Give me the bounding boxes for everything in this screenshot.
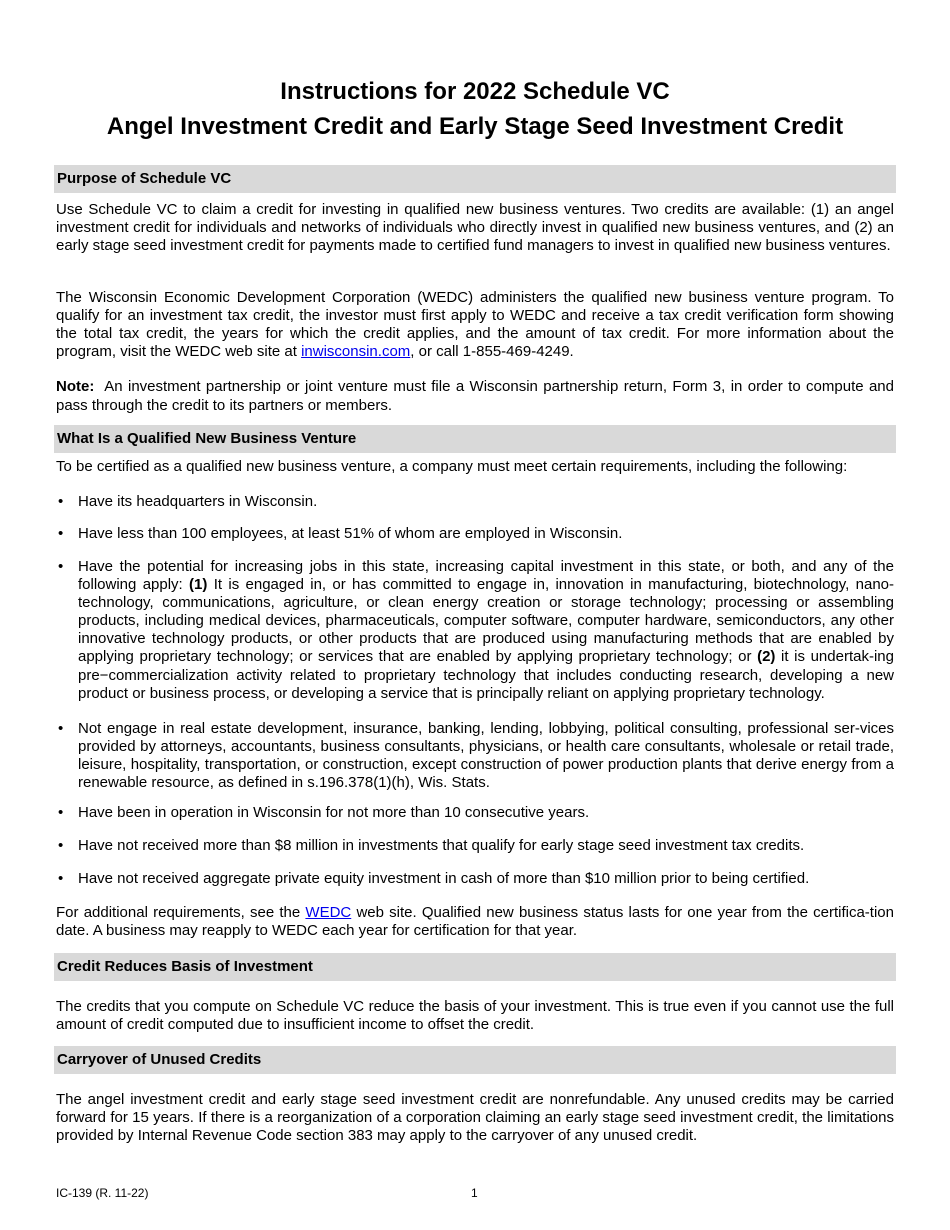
list-item bbox=[56, 720, 894, 792]
page-number: 1 bbox=[471, 1186, 478, 1200]
bullet-icon: • bbox=[58, 804, 64, 821]
text: The Wisconsin Economic Development Corporation (WEDC) administers the qualified new business venture program. To qualify for an investment tax credit, the investor must first apply to WEDC and receive a tax credit verification form showing the total tax credit, the years for which the credit applies, and the amount of tax credit. For more information about the program, visit the WEDC web site at bbox=[56, 289, 894, 360]
qualified-outro bbox=[56, 904, 894, 940]
bullet-icon: • bbox=[58, 558, 64, 575]
form-id: IC-139 (R. 11-22) bbox=[56, 1186, 149, 1200]
wedc-link[interactable]: WEDC bbox=[305, 904, 352, 921]
bullet-icon: • bbox=[58, 870, 64, 887]
bullet-icon: • bbox=[58, 720, 64, 737]
list-item-text: Have its headquarters in Wisconsin. bbox=[78, 493, 318, 510]
list-item-text: Have been in operation in Wisconsin for not more than 10 consecutive years. bbox=[78, 804, 590, 821]
section-heading-carryover: Carryover of Unused Credits bbox=[54, 1046, 896, 1074]
basis-paragraph: The credits that you compute on Schedule VC reduce the basis of your investment. This is true even if you cannot use the full amount of credit computed due to insufficient income to offset the credit. bbox=[56, 998, 894, 1033]
carryover-paragraph: The angel investment credit and early stage seed investment credit are nonrefundable. Any unused credits may be carried forward for 15 years. If there is a reorganization of a corporation claiming an early stage seed investment credit, the limitations provided by Internal Revenue Code section 383 may apply to the carryover of any unused credit. bbox=[56, 1091, 894, 1144]
text: (1) bbox=[189, 576, 208, 594]
list-item-text: Not engage in real estate development, insurance, banking, lending, lobbying, political consulting, professional ser-vices provided by attorneys, accountants, business consultants, physicians, or health care consultants, wholesale or retail trade, leisure, hospitality, transportation, or construction, except construction of power production plants that derive energy from a renewable resource, as defined in s.196.378(1)(h), Wis. Stats. bbox=[78, 720, 894, 792]
note-text: An investment partnership or joint venture must file a Wisconsin partnership return, Form 3, in order to compute and pass through the credit to its partners or members. bbox=[56, 378, 899, 414]
list-item bbox=[56, 870, 894, 888]
text: it is undertak-ing pre−commercialization activity related to proprietary technology that includes conducting research, developing a new product or business process, or developing a service that is principally reliant on applying proprietary technology. bbox=[78, 648, 894, 702]
note-label: Note: bbox=[56, 378, 95, 395]
document-title: Instructions for 2022 Schedule VC bbox=[280, 78, 670, 105]
list-item-text bbox=[78, 558, 894, 703]
note-paragraph bbox=[56, 377, 899, 415]
section-heading-basis: Credit Reduces Basis of Investment bbox=[54, 953, 896, 981]
section-heading-purpose: Purpose of Schedule VC bbox=[54, 165, 896, 193]
text: web site. Qualified new business status lasts for one year from the certifica-tion date. A business may reapply to WEDC each year for certification for that year. bbox=[56, 904, 894, 939]
bullet-icon: • bbox=[58, 837, 64, 854]
qualified-intro: To be certified as a qualified new business venture, a company must meet certain requirements, including the following: bbox=[56, 458, 848, 475]
text: Have the potential for increasing jobs in this state, increasing capital investment in this state, or both, and any of the following apply: bbox=[78, 558, 894, 594]
list-item-text: Have not received more than $8 million in investments that qualify for early stage seed investment tax credits. bbox=[78, 837, 805, 854]
bullet-icon: • bbox=[58, 525, 64, 542]
text: (2) bbox=[757, 648, 776, 666]
section-heading-qualified: What Is a Qualified New Business Venture bbox=[54, 425, 896, 453]
list-item-text: Have less than 100 employees, at least 51% of whom are employed in Wisconsin. bbox=[78, 525, 623, 542]
list-item bbox=[56, 493, 894, 511]
list-item bbox=[56, 525, 894, 543]
text: For additional requirements, see the bbox=[56, 904, 306, 921]
text: , or call 1-855-469-4249. bbox=[410, 343, 574, 360]
list-item-text: Have not received aggregate private equity investment in cash of more than $10 million prior to being certified. bbox=[78, 870, 810, 887]
purpose-paragraph-2 bbox=[56, 289, 894, 361]
text: It is engaged in, or has committed to engage in, innovation in manufacturing, biotechnology, nano-technology, communications, agriculture, or clean energy creation or storage technology; processing or assembling products, including medical devices, pharmaceuticals, computer software, computer hardware, semiconductors, any other innovative technology products, or other products that are produced using manufacturing methods that are enabled by applying proprietary technology; or services that are enabled by applying proprietary technology; or bbox=[78, 576, 894, 666]
list-item bbox=[56, 558, 894, 703]
document-subtitle: Angel Investment Credit and Early Stage Seed Investment Credit bbox=[106, 113, 844, 140]
list-item bbox=[56, 804, 894, 822]
inwisconsin-link[interactable]: inwisconsin.com bbox=[301, 343, 411, 360]
purpose-paragraph-1: Use Schedule VC to claim a credit for investing in qualified new business ventures. Two credits are available: (1) an angel investment credit for individuals and networks of individuals who directly invest in qualified new business ventures, and (2) an early stage seed investment credit for payments made to certified fund managers to invest in qualified new business ventures. bbox=[56, 201, 894, 254]
bullet-icon: • bbox=[58, 493, 64, 510]
list-item bbox=[56, 837, 894, 855]
